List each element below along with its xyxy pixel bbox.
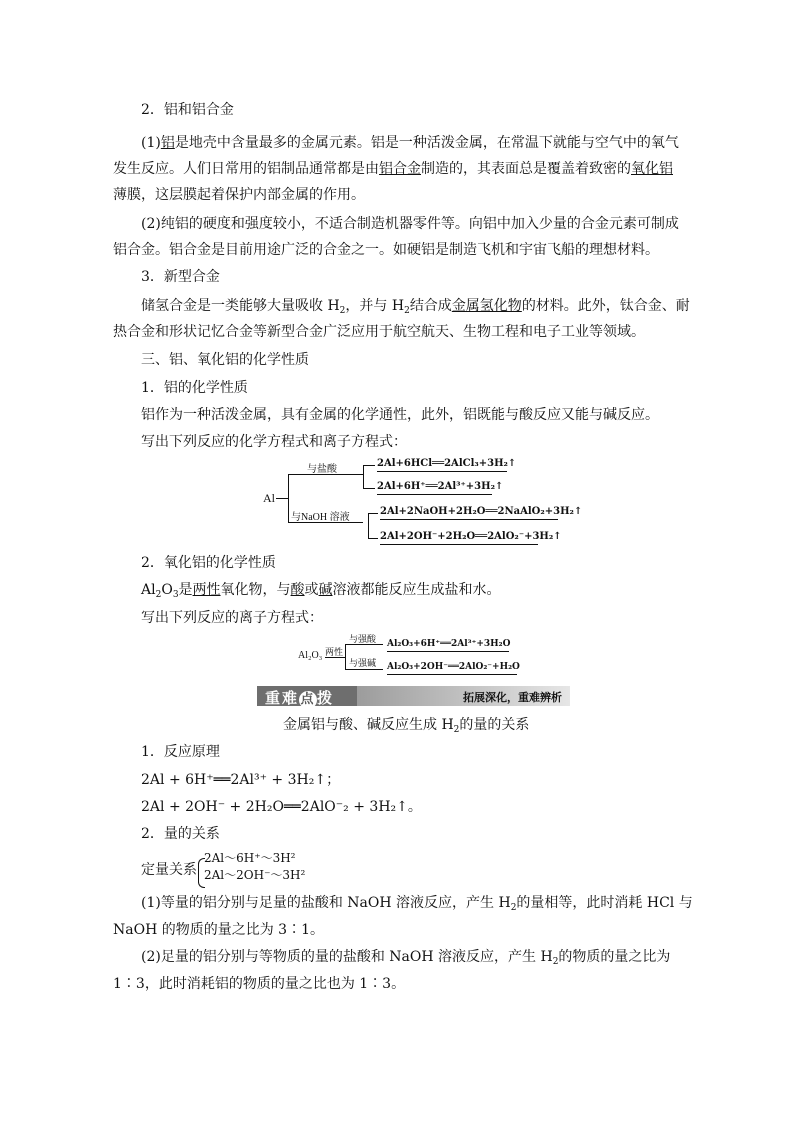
text: 的量的关系 bbox=[459, 717, 530, 733]
equation-underline bbox=[387, 674, 517, 675]
text: ，并与 H bbox=[345, 298, 405, 314]
equation-underline bbox=[377, 494, 492, 495]
subscript: 2 bbox=[453, 725, 460, 735]
equation-underline bbox=[380, 544, 538, 545]
paragraph-aluminum-1 bbox=[141, 133, 679, 153]
paragraph-aluminum-1-line3: 薄膜，这层膜起着保护内部金属的作用。 bbox=[113, 187, 365, 203]
text: (1) bbox=[141, 135, 161, 151]
text: 溶液都能反应生成盐和水。 bbox=[332, 582, 501, 598]
sub-heading-aluminum: 1．铝的化学性质 bbox=[141, 380, 248, 396]
text: 的材料。此外，钛合金、耐 bbox=[521, 298, 690, 314]
equation-al-naoh: 2Al+2NaOH+2H₂O══2NaAlO₂+3H₂↑ bbox=[380, 506, 583, 517]
key-points-banner bbox=[257, 686, 570, 706]
text: (1)等量的铝分别与足量的盐酸和 NaOH 溶液反应，产生 H bbox=[141, 895, 511, 911]
text: 的量相等，此时消耗 HCl 与 bbox=[516, 895, 693, 911]
underlined-term: 金属氢化物 bbox=[451, 298, 522, 314]
section-heading-alloys: 2．铝和铝合金 bbox=[141, 102, 234, 118]
underlined-term: 氧化铝 bbox=[631, 161, 673, 177]
paragraph-case-1 bbox=[141, 893, 693, 918]
paragraph-write-ionic: 写出下列反应的离子方程式： bbox=[141, 610, 323, 626]
subscript: 2 bbox=[552, 957, 559, 967]
paragraph-alumina-amphoteric bbox=[141, 580, 501, 605]
subscript: 2 bbox=[339, 306, 346, 316]
subscript: 2 bbox=[155, 590, 162, 600]
branch-hcl-label: 与盐酸 bbox=[307, 464, 337, 475]
banner-char: 重 bbox=[265, 689, 283, 707]
text: 储氢合金是一类能够大量吸收 H bbox=[141, 298, 340, 314]
paragraph-case-2-line2: 1∶3，此时消耗铝的物质的量之比也为 1∶3。 bbox=[113, 976, 406, 992]
underlined-term: 铝 bbox=[160, 135, 175, 151]
banner-subtitle: 拓展深化，重难辨析 bbox=[463, 691, 562, 704]
banner-char: 难 bbox=[282, 689, 300, 707]
part-heading-chemical-properties: 三、铝、氧化铝的化学性质 bbox=[141, 352, 309, 368]
paragraph-hydrogen-storage-line2: 热合金和形状记忆合金等新型合金广泛应用于航空航天、生物工程和电子工业等领域。 bbox=[113, 324, 645, 340]
paragraph-case-1-line2: NaOH 的物质的量之比为 3∶1。 bbox=[113, 922, 324, 938]
connector bbox=[368, 513, 369, 538]
text: O bbox=[161, 582, 173, 598]
relation-line-2: 2Al～2OH⁻～3H² bbox=[204, 868, 306, 882]
equation-principle-acid: 2Al + 6H⁺══2Al³⁺ + 3H₂↑； bbox=[141, 772, 341, 788]
banner-dot-char: 点 bbox=[300, 692, 316, 707]
equation-alumina-acid: Al₂O₃+6H⁺══2Al³⁺+3H₂O bbox=[387, 639, 511, 649]
key-title bbox=[283, 715, 529, 740]
branch-strong-base: 与强碱 bbox=[349, 658, 377, 668]
connector bbox=[363, 465, 375, 466]
text: 结合成 bbox=[409, 298, 452, 314]
text: 发生反应。人们日常用的铝制品通常都是由 bbox=[113, 161, 379, 177]
subscript: 2 bbox=[510, 903, 517, 913]
paragraph-aluminum-2: (2)纯铝的硬度和强度较小，不适合制造机器零件等。向铝中加入少量的合金元素可制成 bbox=[141, 216, 679, 232]
banner-char: 拨 bbox=[317, 689, 335, 707]
underlined-term: 两性 bbox=[192, 582, 221, 598]
text: 或 bbox=[304, 582, 319, 598]
connector bbox=[325, 657, 345, 658]
section-heading-new-alloys: 3．新型合金 bbox=[141, 269, 220, 285]
equation-underline bbox=[377, 471, 507, 472]
equation-al-hcl: 2Al+6HCl══2AlCl₃+3H₂↑ bbox=[377, 458, 517, 469]
paragraph-aluminum-active: 铝作为一种活泼金属，具有金属的化学通性，此外，铝既能与酸反应又能与碱反应。 bbox=[141, 407, 659, 423]
equation-al-h-ion: 2Al+6H⁺══2Al³⁺+3H₂↑ bbox=[377, 481, 504, 492]
branch-strong-acid: 与强酸 bbox=[349, 634, 377, 644]
equation-principle-base: 2Al + 2OH⁻ + 2H₂O══2AlO⁻₂ + 3H₂↑。 bbox=[141, 799, 422, 815]
branch-naoh-label: 与NaOH 溶液 bbox=[291, 512, 350, 523]
diagram-root-al: Al bbox=[263, 491, 275, 505]
text: (2)足量的铝分别与等物质的量的盐酸和 NaOH 溶液反应，产生 H bbox=[141, 949, 553, 965]
text: 是地壳中含量最多的金属元素。铝是一种活泼金属，在常温下就能与空气中的氧气 bbox=[174, 135, 679, 151]
text: 是 bbox=[178, 582, 193, 598]
equation-al-oh-ion: 2Al+2OH⁻+2H₂O══2AlO₂⁻+3H₂↑ bbox=[380, 531, 562, 542]
text: 金属铝与酸、碱反应生成 H bbox=[283, 717, 454, 733]
subscript: 2 bbox=[404, 306, 410, 316]
connector bbox=[368, 538, 378, 539]
quantitative-relation-label: 定量关系 bbox=[141, 862, 197, 878]
connector bbox=[276, 498, 288, 499]
text: 氧化物，与 bbox=[220, 582, 291, 598]
connector bbox=[345, 644, 346, 669]
underlined-term: 酸 bbox=[290, 582, 305, 598]
underlined-term: 碱 bbox=[318, 582, 333, 598]
connector bbox=[288, 474, 289, 522]
connector bbox=[363, 488, 375, 489]
relation-line-1: 2Al～6H⁺～3H² bbox=[204, 851, 296, 865]
text: Al bbox=[141, 582, 156, 598]
paragraph-hydrogen-storage bbox=[141, 296, 690, 321]
connector bbox=[368, 513, 378, 514]
heading-reaction-principle: 1．反应原理 bbox=[141, 744, 220, 760]
paragraph-write-equations: 写出下列反应的化学方程式和离子方程式： bbox=[141, 434, 407, 450]
sub-heading-alumina: 2．氧化铝的化学性质 bbox=[141, 555, 276, 571]
paragraph-case-2 bbox=[141, 947, 670, 972]
underlined-term: 铝合金 bbox=[379, 161, 421, 177]
equation-underline bbox=[387, 651, 509, 652]
subscript: 3 bbox=[172, 590, 179, 600]
paragraph-aluminum-1-line2 bbox=[113, 159, 673, 179]
paragraph-aluminum-2-line2: 铝合金。铝合金是目前用途广泛的合金之一。如硬铝是制造飞机和宇宙飞船的理想材料。 bbox=[113, 242, 659, 258]
text: 制造的，其表面总是覆盖着致密的 bbox=[421, 161, 631, 177]
equation-underline bbox=[380, 519, 558, 520]
diagram-root-al2o3: Al₂O₃ bbox=[298, 650, 323, 661]
heading-quantity-relation: 2．量的关系 bbox=[141, 826, 220, 842]
amphoteric-label: 两性 bbox=[325, 647, 344, 657]
equation-alumina-base: Al₂O₃+2OH⁻══2AlO₂⁻+H₂O bbox=[387, 662, 520, 672]
connector bbox=[363, 465, 364, 488]
text: 的物质的量之比为 bbox=[558, 949, 671, 965]
banner-title bbox=[265, 687, 334, 709]
connector bbox=[345, 669, 383, 670]
